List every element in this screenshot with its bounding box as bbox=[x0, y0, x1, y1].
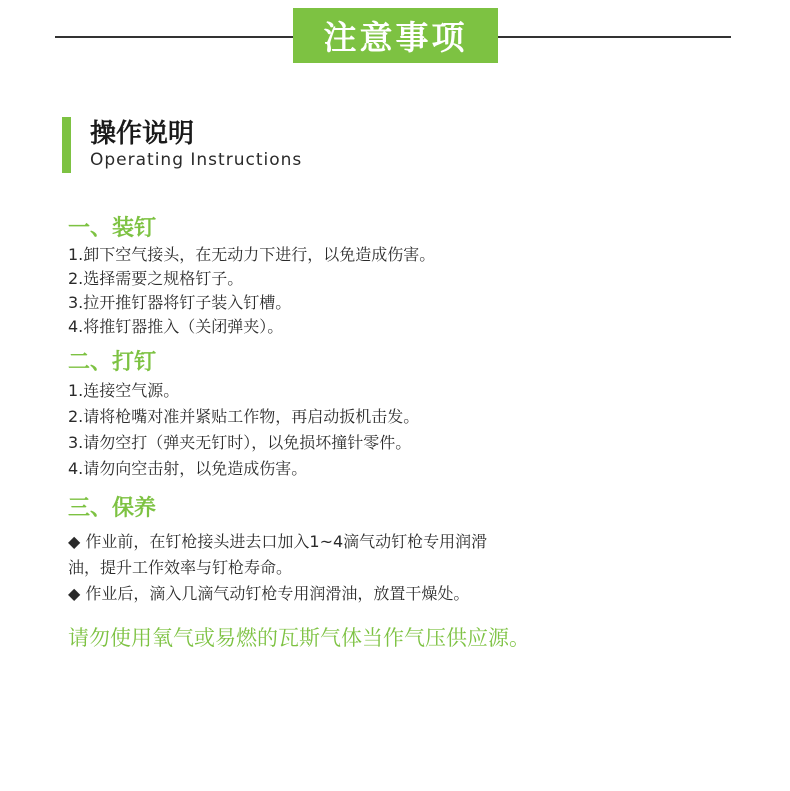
header-banner bbox=[293, 8, 498, 63]
instruction-line: 4.将推钉器推入（关闭弹夹）。 bbox=[68, 317, 284, 336]
header-rule-left bbox=[55, 36, 293, 38]
instruction-line: 4.请勿向空击射，以免造成伤害。 bbox=[68, 459, 308, 478]
header-rule-right bbox=[498, 36, 731, 38]
instruction-line: 1.连接空气源。 bbox=[68, 381, 180, 400]
safety-warning: 请勿使用氧气或易燃的瓦斯气体当作气压供应源。 bbox=[68, 626, 530, 650]
header-title: 注意事项 bbox=[323, 18, 468, 57]
instruction-line: 3.拉开推钉器将钉子装入钉槽。 bbox=[68, 293, 292, 312]
section-accent-bar bbox=[62, 117, 71, 173]
part-title-maintenance: 三、保养 bbox=[68, 496, 157, 521]
section-subtitle: Operating Instructions bbox=[90, 150, 303, 170]
section-title: 操作说明 bbox=[90, 119, 195, 149]
instruction-line: 2.选择需要之规格钉子。 bbox=[68, 269, 244, 288]
instruction-line: 3.请勿空打（弹夹无钉时），以免损坏撞针零件。 bbox=[68, 433, 412, 452]
instruction-line: ◆ 作业后，滴入几滴气动钉枪专用润滑油，放置干燥处。 bbox=[68, 584, 470, 603]
instruction-line: 油，提升工作效率与钉枪寿命。 bbox=[68, 558, 293, 577]
part-title-firing: 二、打钉 bbox=[68, 350, 157, 375]
instruction-line: 1.卸下空气接头，在无动力下进行，以免造成伤害。 bbox=[68, 245, 436, 264]
instruction-line: 2.请将枪嘴对准并紧贴工作物，再启动扳机击发。 bbox=[68, 407, 420, 426]
instruction-line: ◆ 作业前，在钉枪接头进去口加入1~4滴气动钉枪专用润滑 bbox=[68, 532, 488, 551]
part-title-loading: 一、装钉 bbox=[68, 216, 157, 241]
